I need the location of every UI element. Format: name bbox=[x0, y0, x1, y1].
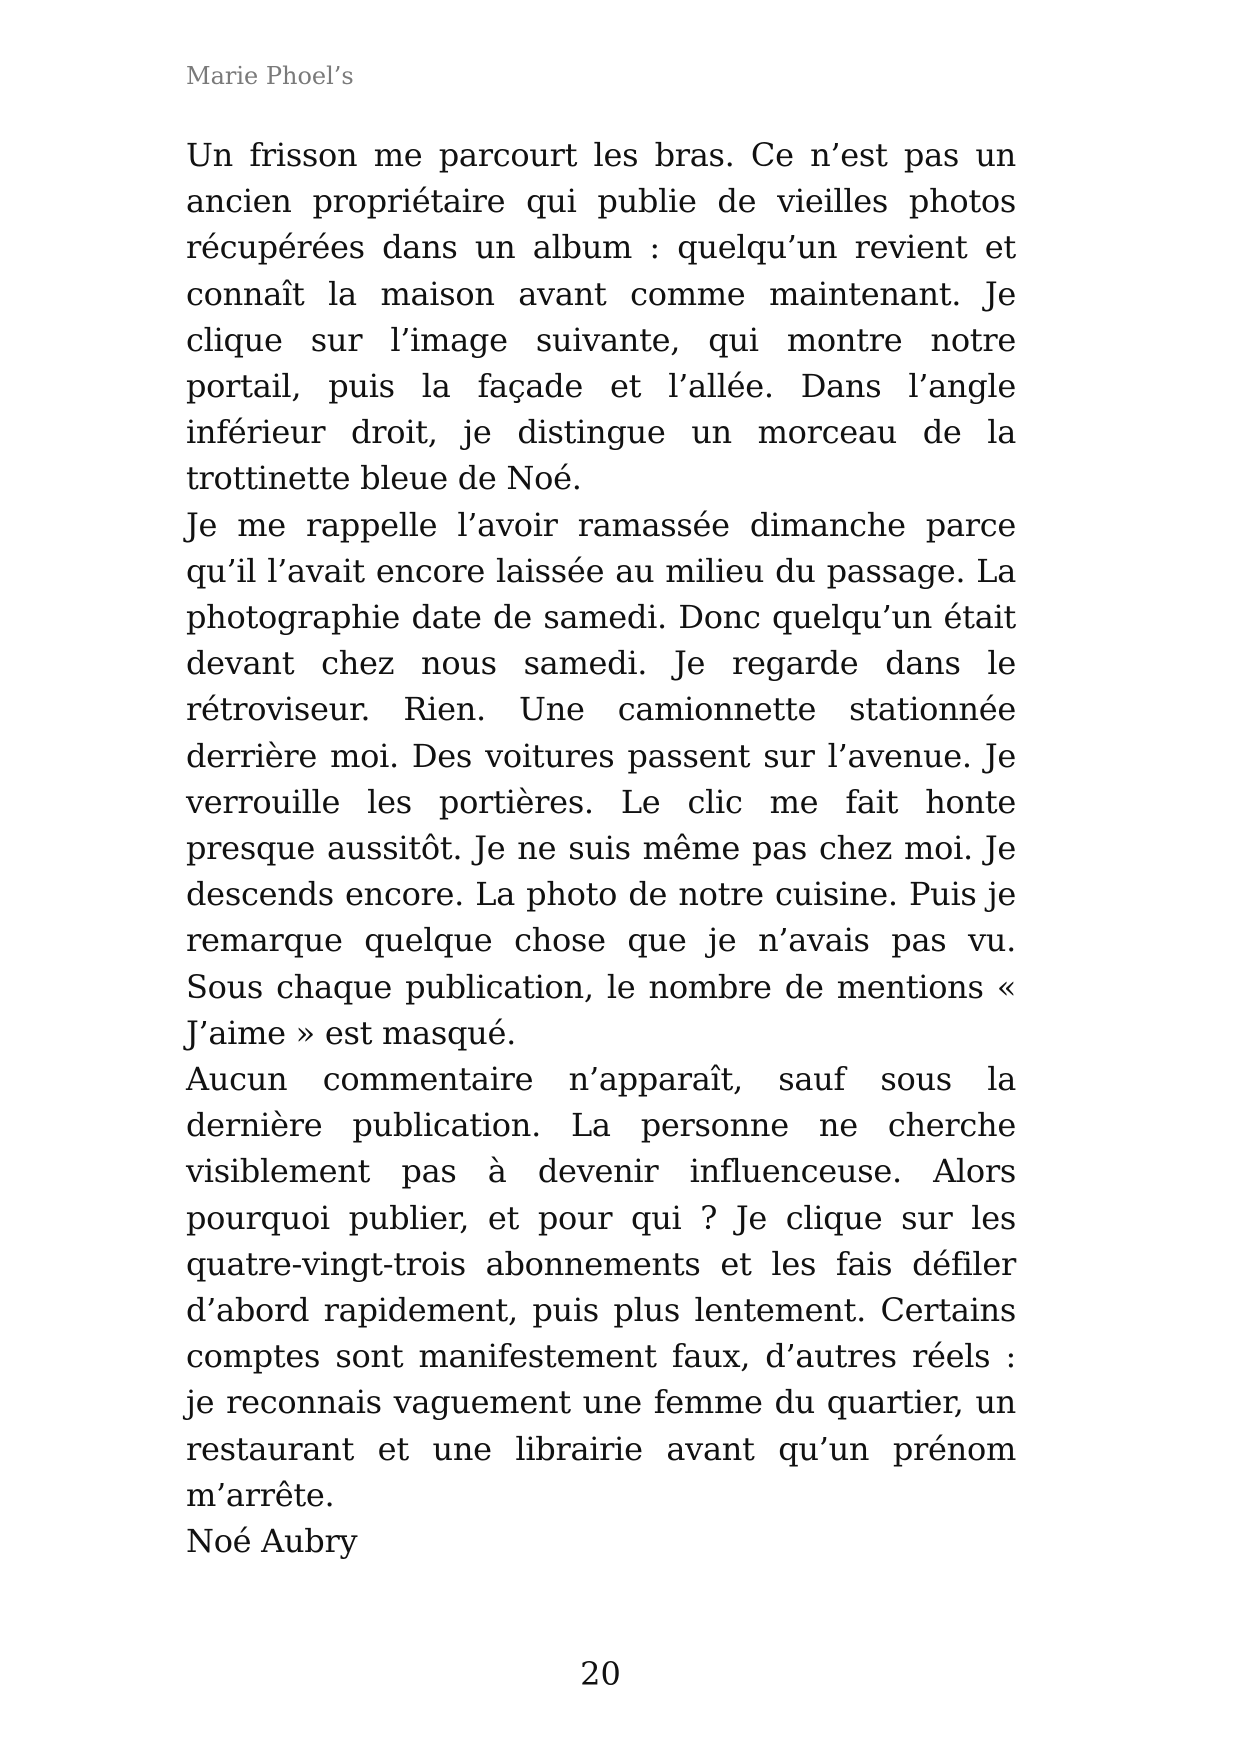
paragraph-2: Je me rappelle l’avoir ramassée dimanche parce qu’il l’avait encore laissée au milieu du passage. La photographie date de samedi. Donc quelqu’un était devant chez nous samedi. Je regarde dans le rétroviseur. Rien. Une camionnette stationnée derrière moi. Des voitures passent sur l’avenue. Je verrouille les portières. Le clic me fait honte presque aussitôt. Je ne suis même pas chez moi. Je descends encore. La photo de notre cuisine. Puis je remarque quelque chose que je n’avais pas vu. Sous chaque publication, le nombre de mentions « J’aime » est masqué. bbox=[186, 505, 1016, 1052]
body-text bbox=[186, 132, 1016, 1564]
paragraph-1: Un frisson me parcourt les bras. Ce n’est pas un ancien propriétaire qui publie de vieilles photos récupérées dans un album : quelqu’un revient et connaît la maison avant comme maintenant. Je clique sur l’image suivante, qui montre notre portail, puis la façade et l’allée. Dans l’angle inférieur droit, je distingue un morceau de la trottinette bleue de Noé. bbox=[186, 136, 1016, 498]
page-number: 20 bbox=[580, 1655, 621, 1693]
running-header: Marie Phoel’s bbox=[186, 62, 354, 90]
paragraph-3: Aucun commentaire n’apparaît, sauf sous la dernière publication. La personne ne cherche visiblement pas à devenir influenceuse. Alors pourquoi publier, et pour qui ? Je clique sur les quatre-vingt-trois abonnements et les fais défiler d’abord rapidement, puis plus lentement. Certains comptes sont manifestement faux, d’autres réels : je reconnais vaguement une femme du quartier, un restaurant et une librairie avant qu’un prénom m’arrête. bbox=[186, 1060, 1016, 1514]
paragraph-4: Noé Aubry bbox=[186, 1522, 358, 1561]
